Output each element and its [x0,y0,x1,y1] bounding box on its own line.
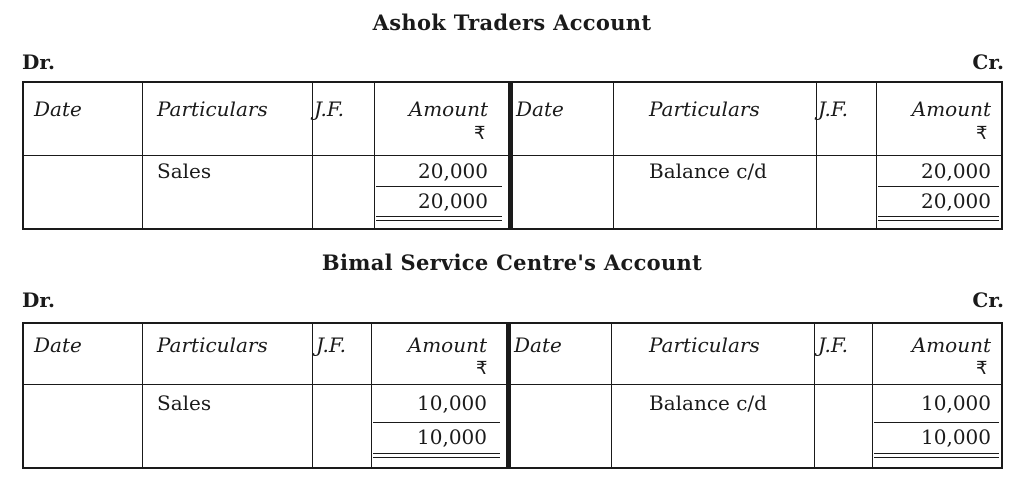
header-particulars: Particulars [649,333,760,357]
credit-particulars: Balance c/d [649,391,767,415]
rupee-symbol: ₹ [976,358,988,379]
total-double-rule [376,216,502,221]
ledger-account-ashok [22,81,1003,230]
header-jf: J.F. [316,333,346,357]
credit-amount: 20,000 [921,159,991,183]
ledger-account-bimal [22,322,1003,469]
header-amount: Amount [911,333,991,357]
header-amount: Amount [408,97,488,121]
rupee-symbol: ₹ [976,123,988,144]
dr-label: Dr. [22,288,56,312]
header-amount: Amount [407,333,487,357]
rupee-symbol: ₹ [474,123,486,144]
total-double-rule [874,453,999,458]
rupee-symbol: ₹ [476,358,488,379]
total-double-rule [373,453,500,458]
subtotal-rule [874,422,999,423]
debit-total: 20,000 [418,189,488,213]
debit-particulars: Sales [157,391,212,415]
cr-label: Cr. [972,50,1004,74]
header-date: Date [34,97,82,121]
cr-label: Cr. [972,288,1004,312]
header-date: Date [514,333,562,357]
credit-total: 10,000 [921,425,991,449]
account-title: Ashok Traders Account [372,10,652,35]
header-date: Date [34,333,82,357]
debit-particulars: Sales [157,159,212,183]
header-particulars: Particulars [649,97,760,121]
debit-amount: 10,000 [417,391,487,415]
header-date: Date [516,97,564,121]
credit-amount: 10,000 [921,391,991,415]
header-amount: Amount [911,97,991,121]
header-jf: J.F. [314,97,344,121]
dr-label: Dr. [22,50,56,74]
header-jf: J.F. [818,333,848,357]
total-double-rule [878,216,999,221]
account-title: Bimal Service Centre's Account [321,250,703,275]
subtotal-rule [373,422,500,423]
credit-total: 20,000 [921,189,991,213]
header-particulars: Particulars [157,97,268,121]
credit-particulars: Balance c/d [649,159,767,183]
header-jf: J.F. [818,97,848,121]
subtotal-rule [376,186,502,187]
debit-total: 10,000 [417,425,487,449]
subtotal-rule [878,186,999,187]
debit-amount: 20,000 [418,159,488,183]
header-particulars: Particulars [157,333,268,357]
